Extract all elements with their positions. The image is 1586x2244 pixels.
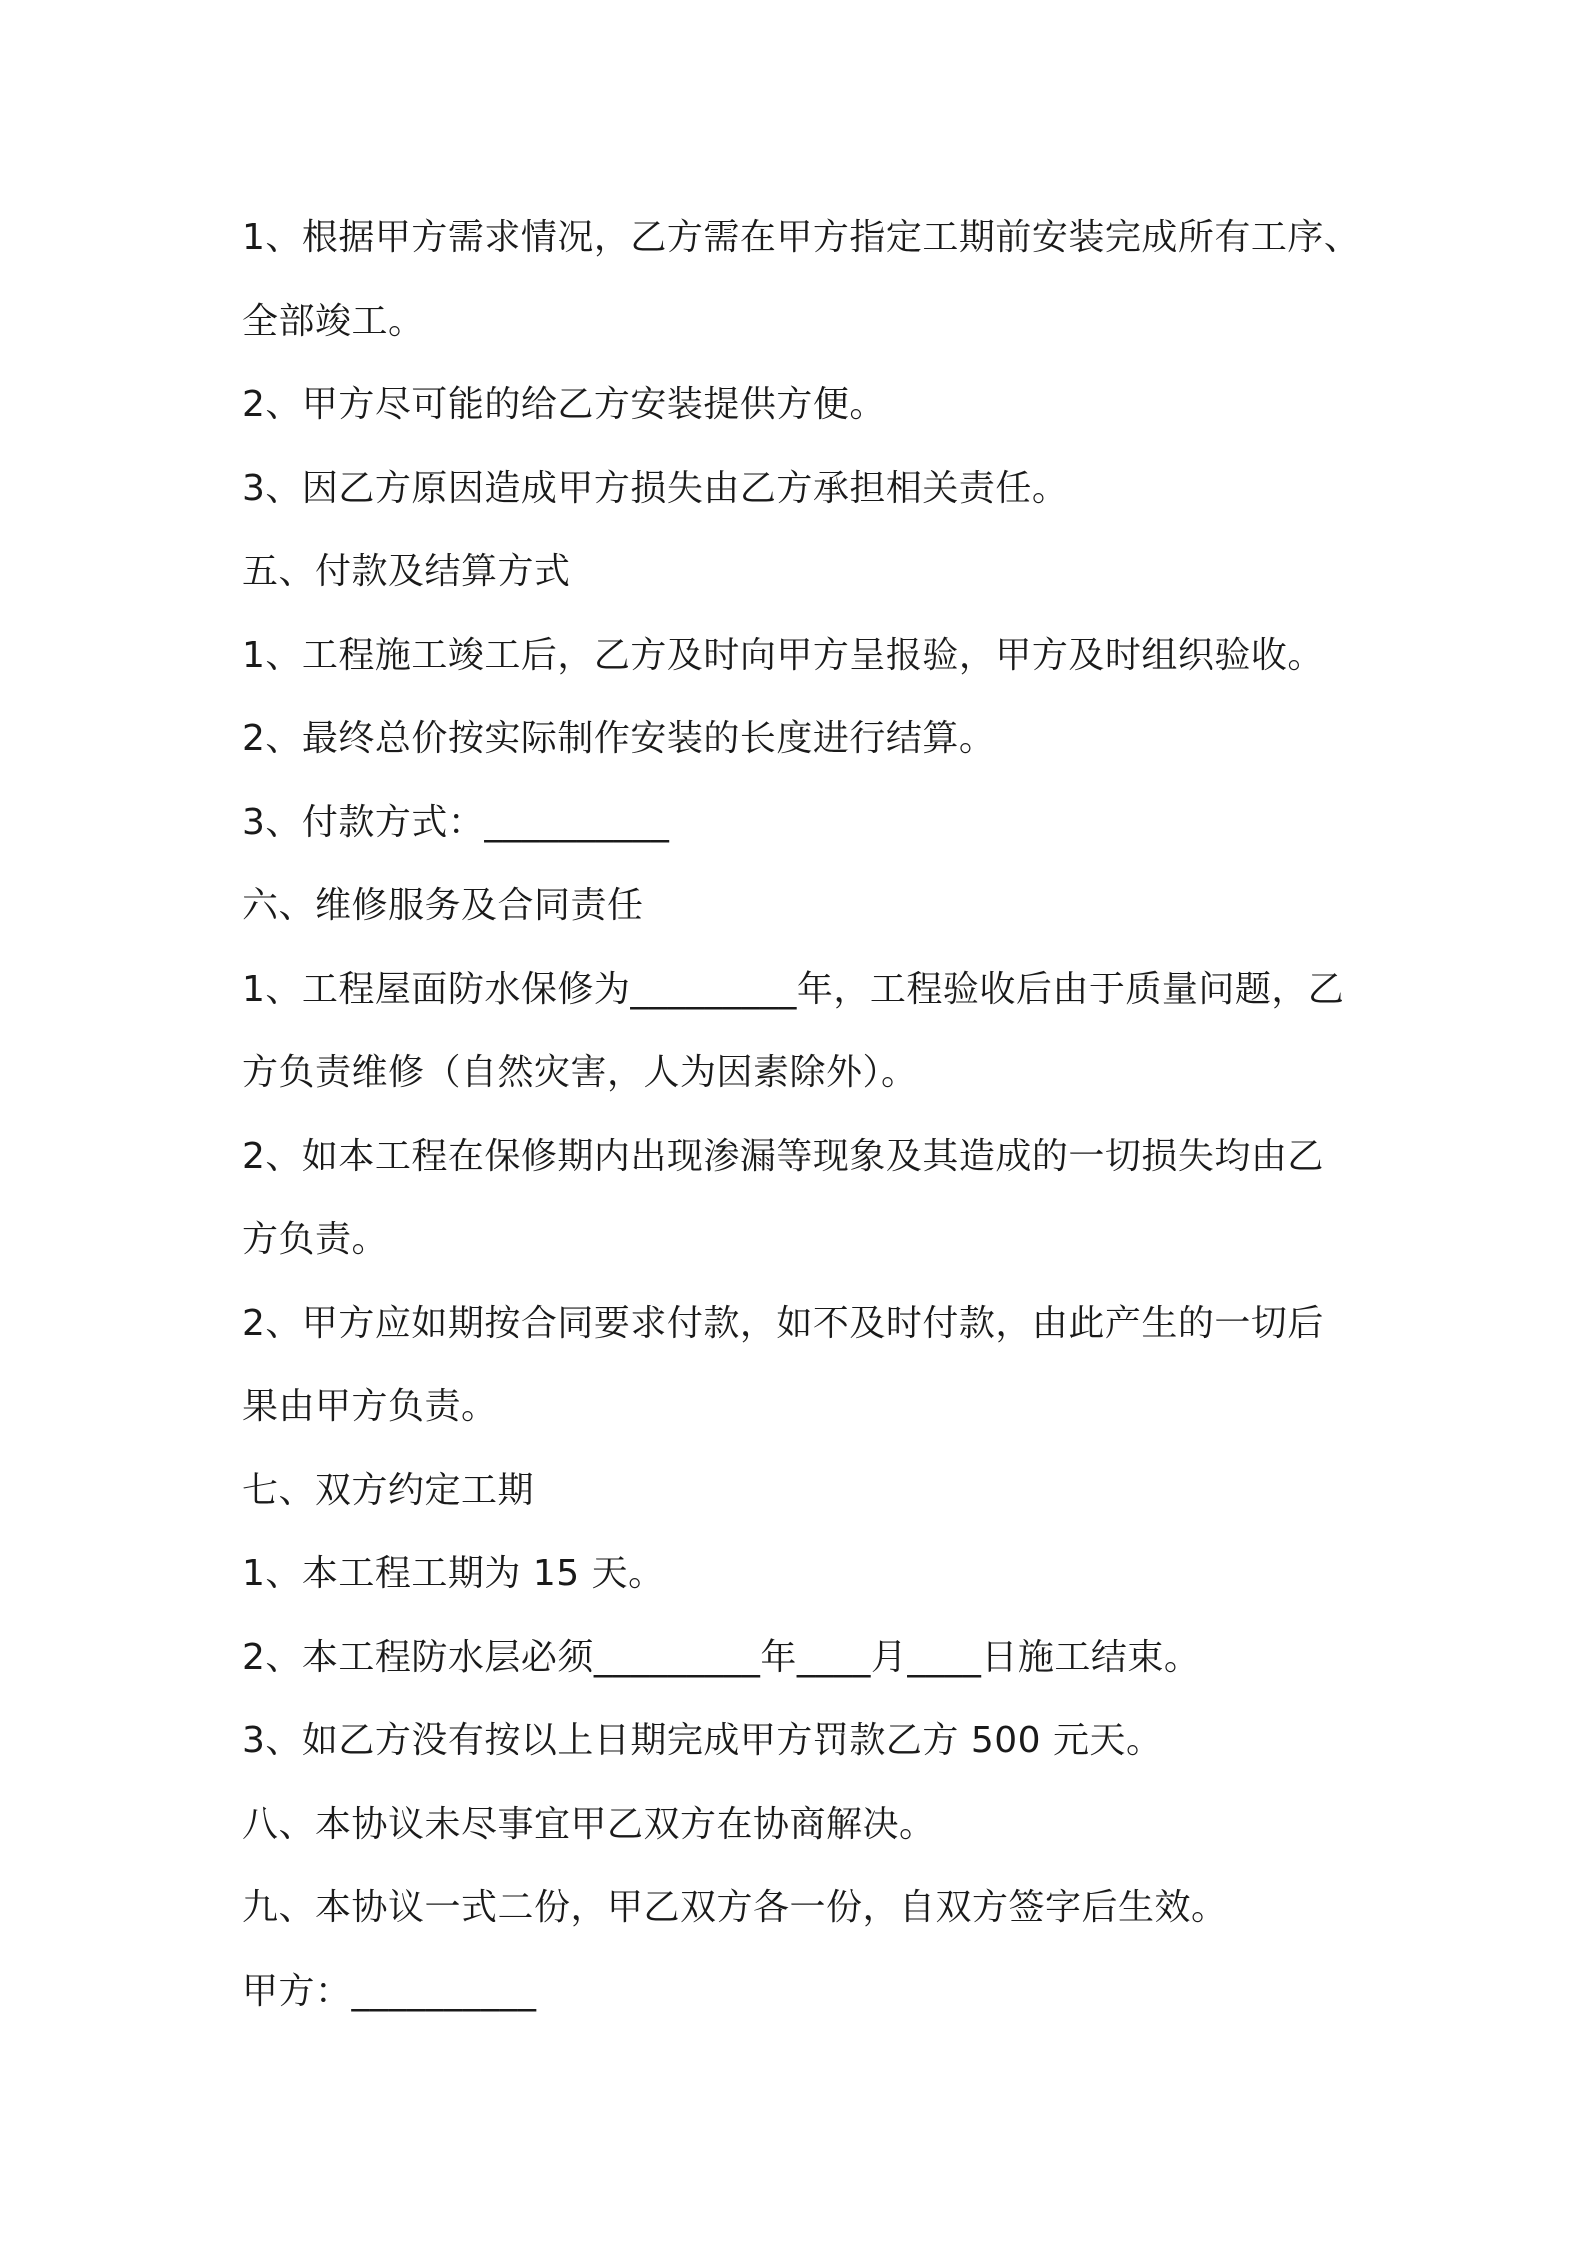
- section-heading: 五、付款及结算方式: [242, 551, 571, 592]
- clause-line: 1、本工程工期为 15 天。: [242, 1553, 665, 1594]
- clause-line: 1、根据甲方需求情况，乙方需在甲方指定工期前安装完成所有工序、: [242, 217, 1361, 258]
- section-heading: 九、本协议一式二份，甲乙双方各一份，自双方签字后生效。: [242, 1887, 1228, 1928]
- clause-line: 方负责。: [242, 1219, 389, 1260]
- clause-line: 2、本工程防水层必须_________年____月____日施工结束。: [242, 1636, 1201, 1678]
- section-heading: 六、维修服务及合同责任: [242, 885, 644, 926]
- clause-line: 2、甲方尽可能的给乙方安装提供方便。: [242, 384, 886, 425]
- clause-line: 2、甲方应如期按合同要求付款，如不及时付款，由此产生的一切后: [242, 1302, 1324, 1344]
- clause-line: 全部竣工。: [242, 300, 425, 342]
- clause-line: 3、如乙方没有按以上日期完成甲方罚款乙方 500 元天。: [242, 1720, 1163, 1761]
- clause-line: 2、如本工程在保修期内出现渗漏等现象及其造成的一切损失均由乙: [242, 1135, 1324, 1177]
- document-body: [242, 196, 1392, 2033]
- section-heading: 七、双方约定工期: [242, 1469, 535, 1511]
- clause-line: 方负责维修（自然灾害，人为因素除外）。: [242, 1052, 918, 1093]
- section-heading: 八、本协议未尽事宜甲乙双方在协商解决。: [242, 1803, 936, 1845]
- clause-line: 1、工程屋面防水保修为_________年，工程验收后由于质量问题，乙: [242, 968, 1345, 1010]
- payment-method-field: 3、付款方式：__________: [242, 801, 670, 843]
- clause-line: 1、工程施工竣工后，乙方及时向甲方呈报验，甲方及时组织验收。: [242, 634, 1324, 676]
- clause-line: 3、因乙方原因造成甲方损失由乙方承担相关责任。: [242, 467, 1069, 509]
- clause-line: 果由甲方负责。: [242, 1386, 498, 1427]
- clause-line: 2、最终总价按实际制作安装的长度进行结算。: [242, 718, 996, 759]
- party-a-signature-field: 甲方：__________: [242, 1970, 537, 2012]
